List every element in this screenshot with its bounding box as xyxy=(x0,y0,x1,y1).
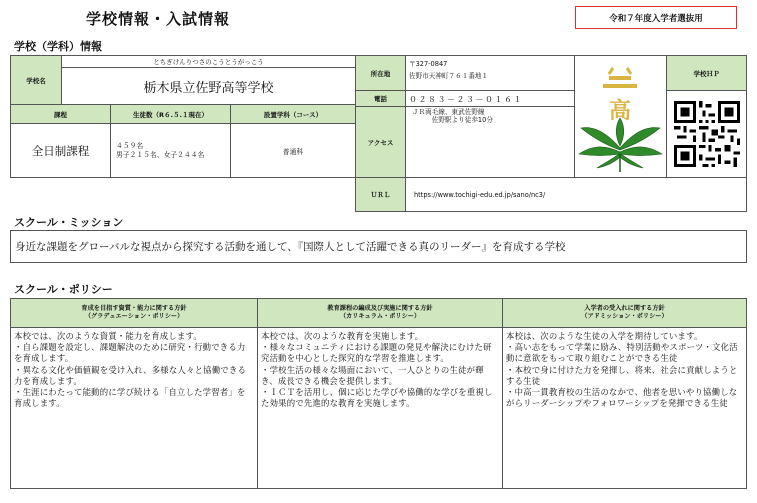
school-furigana: とちぎけんりつさのこうとうがっこう xyxy=(61,55,356,68)
admission-policy-heading: 入学者の受入れに関する方針 （アドミッション・ポリシー） xyxy=(502,298,747,328)
school-emblem xyxy=(574,55,667,178)
url-link[interactable]: https://www.tochigi-edu.ed.jp/sano/nc3/ xyxy=(405,177,747,212)
course-value: 全日制課程 xyxy=(10,123,111,178)
school-name-label: 学校名 xyxy=(10,55,62,105)
page-title: 学校情報・入試情報 xyxy=(86,10,231,28)
qr-code[interactable] xyxy=(666,90,747,178)
curriculum-policy-heading: 教育課程の編成及び実施に関する方針 （カリキュラム・ポリシー） xyxy=(257,298,503,328)
school-name: 栃木県立佐野高等学校 xyxy=(61,67,356,105)
admission-policy-body: 本校は、次のような生徒の入学を期待しています。 ・高い志をもって学業に励み、特別活動やスポーツ・文化活動に意欲をもって取り組むことができる生徒 ・本校で身に付けた力を発揮し、将来、社会に貢献しようとする生徒 ・中高一貫教育校の生活のなかで、他者を思いやり協働しながらリーダーシップやフォロワーシップを発揮できる生徒 xyxy=(502,327,747,489)
address-label: 所在地 xyxy=(355,55,406,91)
students-value: ４５９名 男子２１５名、女子２４４名 xyxy=(110,123,231,178)
graduation-policy-body: 本校では、次のような資質・能力を育成します。 ・自ら課題を設定し、課題解決のために研究・行動できる力を育成します。 ・異なる文化や価値観を受け入れ、多様な人々と協働できる力を育成します。 ・生涯にわたって能動的に学び続ける「自立した学習者」を育成します。 xyxy=(10,327,258,489)
students-label: 生徒数（R６.５.１現在） xyxy=(110,104,231,124)
access-label: アクセス xyxy=(355,106,406,178)
emblem-character: 高 xyxy=(608,99,632,124)
mission-text: 身近な課題をグローバルな視点から探究する活動を通して、『国際人として活躍できる真のリーダー』を育成する学校 xyxy=(10,230,747,263)
policy-heading: スクール・ポリシー xyxy=(14,283,113,296)
course-label: 課程 xyxy=(10,104,111,124)
qr-code-icon xyxy=(674,101,740,167)
phone-value: ０２８３－２３－０１６１ xyxy=(405,90,575,107)
address-value xyxy=(405,55,575,91)
url-label: ＵＲＬ xyxy=(355,177,406,212)
year-tag: 令和７年度入学者選抜用 xyxy=(575,6,737,29)
school-info-heading: 学校（学科）情報 xyxy=(14,40,102,53)
department-value: 普通科 xyxy=(230,123,356,178)
department-label: 設置学科（コース） xyxy=(230,104,356,124)
address-text: 佐野市天神町７６１番地１ xyxy=(409,72,489,80)
curriculum-policy-body: 本校では、次のような教育を実施します。 ・様々なコミュニティにおける課題の発見や解決にむけた研究活動を中心とした探究的な学習を推進します。 ・学校生活の様々な場面において、一人ひとりの生徒が輝き、成長できる機会を提供します。 ・ＩＣＴを活用し、個に応じた学びや協働的な学びを重視した効果的で先進的な教育を実施します。 xyxy=(257,327,503,489)
school-emblem-icon xyxy=(575,56,666,177)
postal-code: 〒327-0847 xyxy=(409,60,448,68)
hp-label: 学校ＨＰ xyxy=(666,55,747,91)
phone-label: 電話 xyxy=(355,90,406,107)
graduation-policy-heading: 育成を目指す資質・能力に関する方針 （グラデュエーション・ポリシー） xyxy=(10,298,258,328)
mission-heading: スクール・ミッション xyxy=(14,216,124,229)
access-value: ＪＲ両毛線、東武佐野線 佐野駅より徒歩10分 xyxy=(405,106,575,178)
